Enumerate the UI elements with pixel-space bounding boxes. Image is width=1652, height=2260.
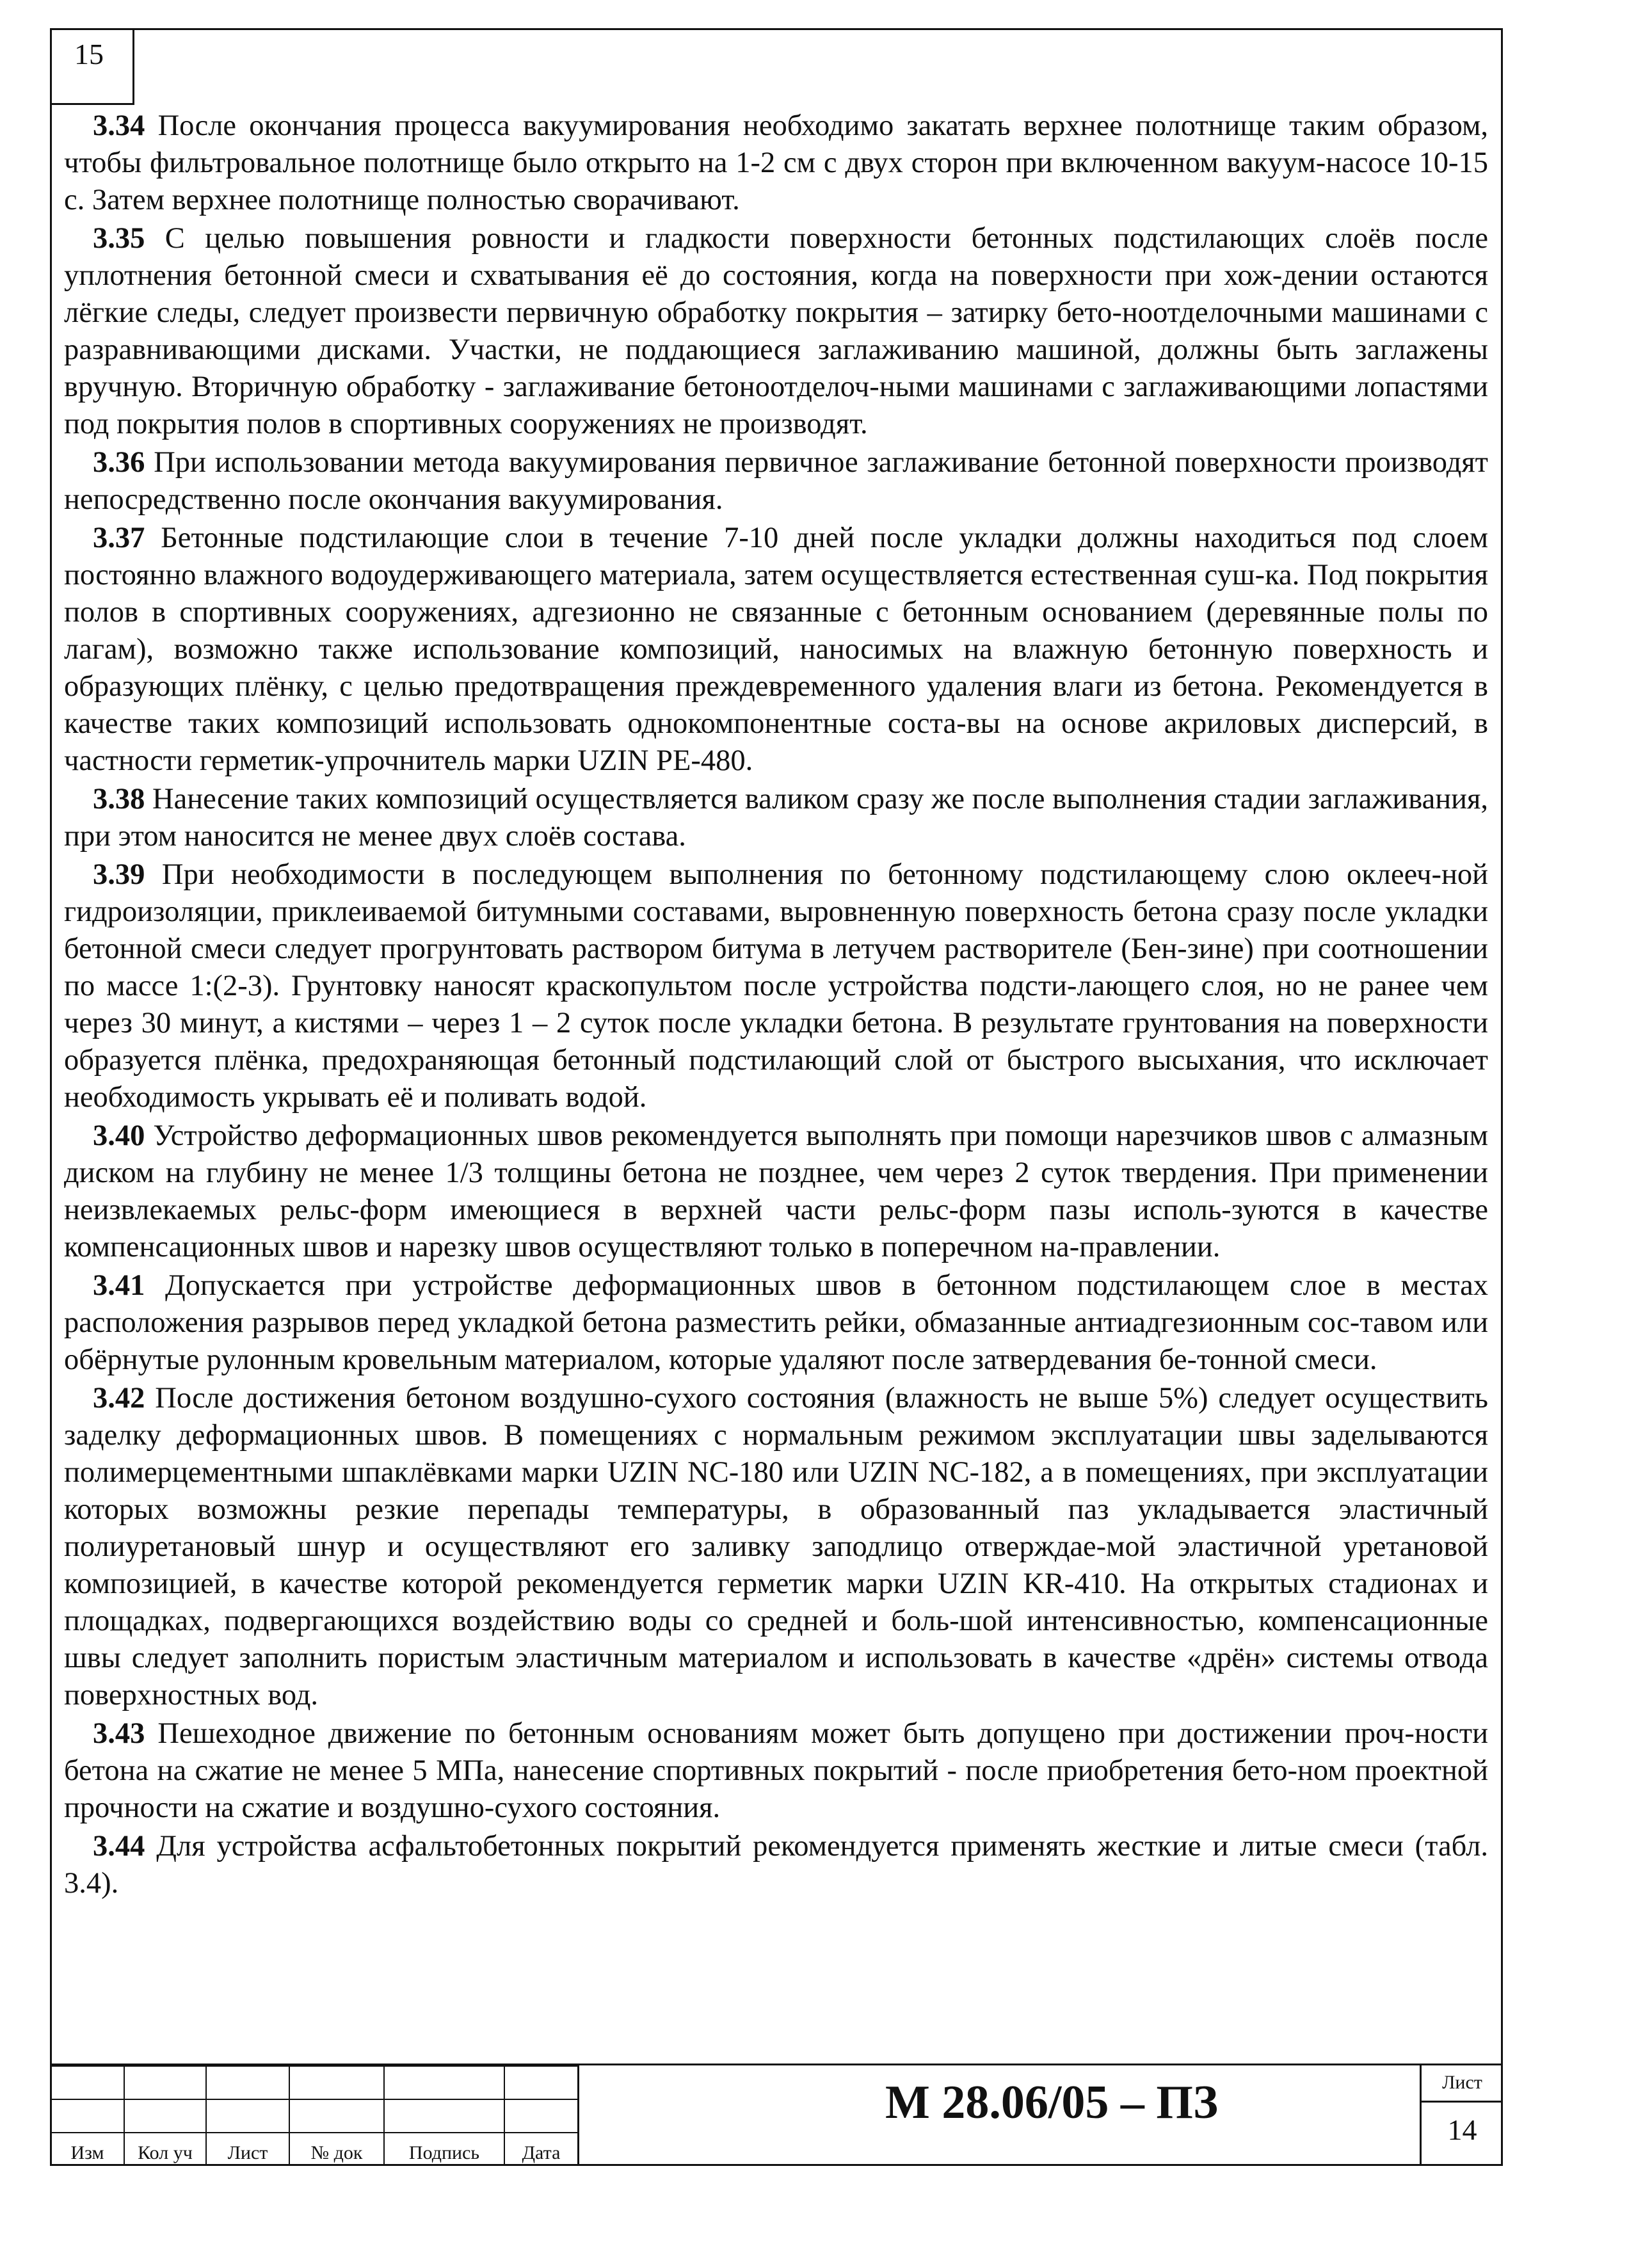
clause-number: 3.41 [93, 1269, 145, 1302]
document-body [64, 108, 1488, 1903]
paragraph-3-40 [64, 1118, 1488, 1266]
title-block [50, 2064, 1503, 2166]
clause-text: При необходимости в последующем выполнения по бетонному подстилающему слою оклееч-ной гидроизоляции, приклеиваемой битумными составами, выровненную поверхность бетона сразу после укладки бетонной смеси следует прогрунтовать раствором битума в летучем растворителе (Бен-зине) при соотношении по массе 1:(2-3). Грунтовку наносят краскопультом после устройства подсти-лающего слоя, но не ранее чем через 30 минут, а кистями – через 1 – 2 суток после укладки бетона. В результате грунтования на поверхности образуется плёнка, предохраняющая бетонный подстилающий слой от быстрого высыхания, что исключает необходимость укрывать её и поливать водой. [64, 858, 1488, 1114]
col-header-list: Лист [206, 2133, 289, 2165]
clause-text: Устройство деформационных швов рекомендуется выполнять при помощи нарезчиков швов с алмазным диском на глубину не менее 1/3 толщины бетона не позднее, чем через 2 суток твердения. При применении неизвлекаемых рельс-форм имеющиеся в верхней части рельс-форм пазы исполь-зуются в качестве компенсационных швов и нарезку швов осуществляют только в поперечном на-правлении. [64, 1119, 1489, 1263]
paragraph-3-42 [64, 1380, 1488, 1714]
clause-number: 3.36 [93, 446, 145, 479]
clause-number: 3.44 [93, 1830, 145, 1863]
clause-text: Пешеходное движение по бетонным основаниям может быть допущено при достижении проч-ности бетона на сжатие не менее 5 МПа, нанесение спортивных покрытий - после приобретения бето-ном проектной прочности на сжатие и воздушно-сухого состояния. [64, 1717, 1489, 1824]
col-header-kol-uch: Кол уч [124, 2133, 206, 2165]
col-header-podpis: Подпись [384, 2133, 504, 2165]
paragraph-3-39 [64, 856, 1488, 1116]
clause-text: Бетонные подстилающие слои в течение 7-10 дней после укладки должны находиться под слоем постоянно влажного водоудерживающего материала, затем осуществляется естественная суш-ка. Под покрытия полов в спортивных сооружениях, адгезионно не связанные с бетонным основанием (деревянные полы по лагам), возможно также использование композиций, наносимых на влажную бетонную поверхность и образующих плёнку, с целью предотвращения преждевременного удаления влаги из бетона. Рекомендуется в качестве таких композиций использовать однокомпонентные соста-вы на основе акриловых дисперсий, в частности герметик-упрочнитель марки UZIN PE-480. [64, 522, 1489, 777]
paragraph-3-35 [64, 220, 1488, 443]
paragraph-3-43 [64, 1715, 1488, 1827]
clause-text: Допускается при устройстве деформационных швов в бетонном подстилающем слое в местах расположения разрывов перед укладкой бетона разместить рейки, обмазанные антиадгезионным сос-тавом или обёрнутые рулонным кровельным материалом, которые удаляют после затвердевания бе-тонной смеси. [64, 1269, 1489, 1376]
revision-grid [50, 2065, 579, 2165]
paragraph-3-41 [64, 1267, 1488, 1379]
sheet-number: 14 [1447, 2113, 1477, 2146]
paragraph-3-36 [64, 444, 1488, 518]
sheet-label: Лист [1422, 2065, 1503, 2103]
clause-text: После окончания процесса вакуумирования необходимо закатать верхнее полотнище таким образом, чтобы фильтровальное полотнище было открыто на 1-2 см с двух сторон при включенном вакуум-насосе 10-15 с. Затем верхнее полотнище полностью сворачивают. [64, 109, 1488, 216]
clause-number: 3.34 [93, 109, 145, 142]
clause-text: При использовании метода вакуумирования первичное заглаживание бетонной поверхности производят непосредственно после окончания вакуумирования. [64, 446, 1489, 516]
col-header-n-dok: № док [289, 2133, 384, 2165]
clause-text: С целью повышения ровности и гладкости поверхности бетонных подстилающих слоёв после уплотнения бетонной смеси и схватывания её до состояния, когда на поверхности при хож-дении остаются лёгкие следы, следует произвести первичную обработку покрытия – затирку бето-ноотделочными машинами с разравнивающими дисками. Участки, не поддающиеся заглаживанию машиной, должны быть заглажены вручную. Вторичную обработку - заглаживание бетоноотделоч-ными машинами с заглаживающими лопастями под покрытия полов в спортивных сооружениях не производят. [64, 222, 1488, 440]
clause-number: 3.37 [93, 522, 145, 554]
paragraph-3-37 [64, 520, 1488, 780]
clause-number: 3.38 [93, 783, 145, 815]
paragraph-3-44 [64, 1828, 1488, 1902]
clause-number: 3.43 [93, 1717, 145, 1750]
col-header-data: Дата [504, 2133, 578, 2165]
clause-number: 3.39 [93, 858, 145, 891]
clause-text: Для устройства асфальтобетонных покрытий рекомендуется применять жесткие и литые смеси (табл. 3.4). [64, 1830, 1488, 1900]
clause-text: После достижения бетоном воздушно-сухого состояния (влажность не выше 5%) следует осуществить заделку деформационных швов. В помещениях с нормальным режимом эксплуатации швы заделываются полимерцементными шпаклёвками марки UZIN NC-180 или UZIN NC-182, а в помещениях, при эксплуатации которых возможны резкие перепады температуры, в образованный паз укладывается эластичный полиуретановый шнур и осуществляют его заливку заподлицо отверждае-мой эластичной уретановой композицией, в качестве которой рекомендуется герметик марки UZIN KR-410. На открытых стадионах и площадках, подвергающихся воздействию воды со средней и боль-шой интенсивностью, компенсационные швы следует заполнить пористым эластичным материалом и использовать в качестве «дрён» системы отвода поверхностных вод. [64, 1382, 1488, 1711]
paragraph-3-38 [64, 781, 1488, 855]
corner-page-number: 15 [50, 28, 134, 105]
sheet-box [1420, 2065, 1503, 2166]
clause-text: Нанесение таких композиций осуществляется валиком сразу же после выполнения стадии заглаживания, при этом наносится не менее двух слоёв состава. [64, 783, 1488, 853]
clause-number: 3.40 [93, 1119, 145, 1152]
paragraph-3-34 [64, 108, 1488, 219]
clause-number: 3.35 [93, 222, 145, 255]
document-code: М 28.06/05 – ПЗ [885, 2076, 1219, 2129]
divider [577, 2065, 579, 2166]
clause-number: 3.42 [93, 1382, 145, 1415]
col-header-izm: Изм [51, 2133, 124, 2165]
